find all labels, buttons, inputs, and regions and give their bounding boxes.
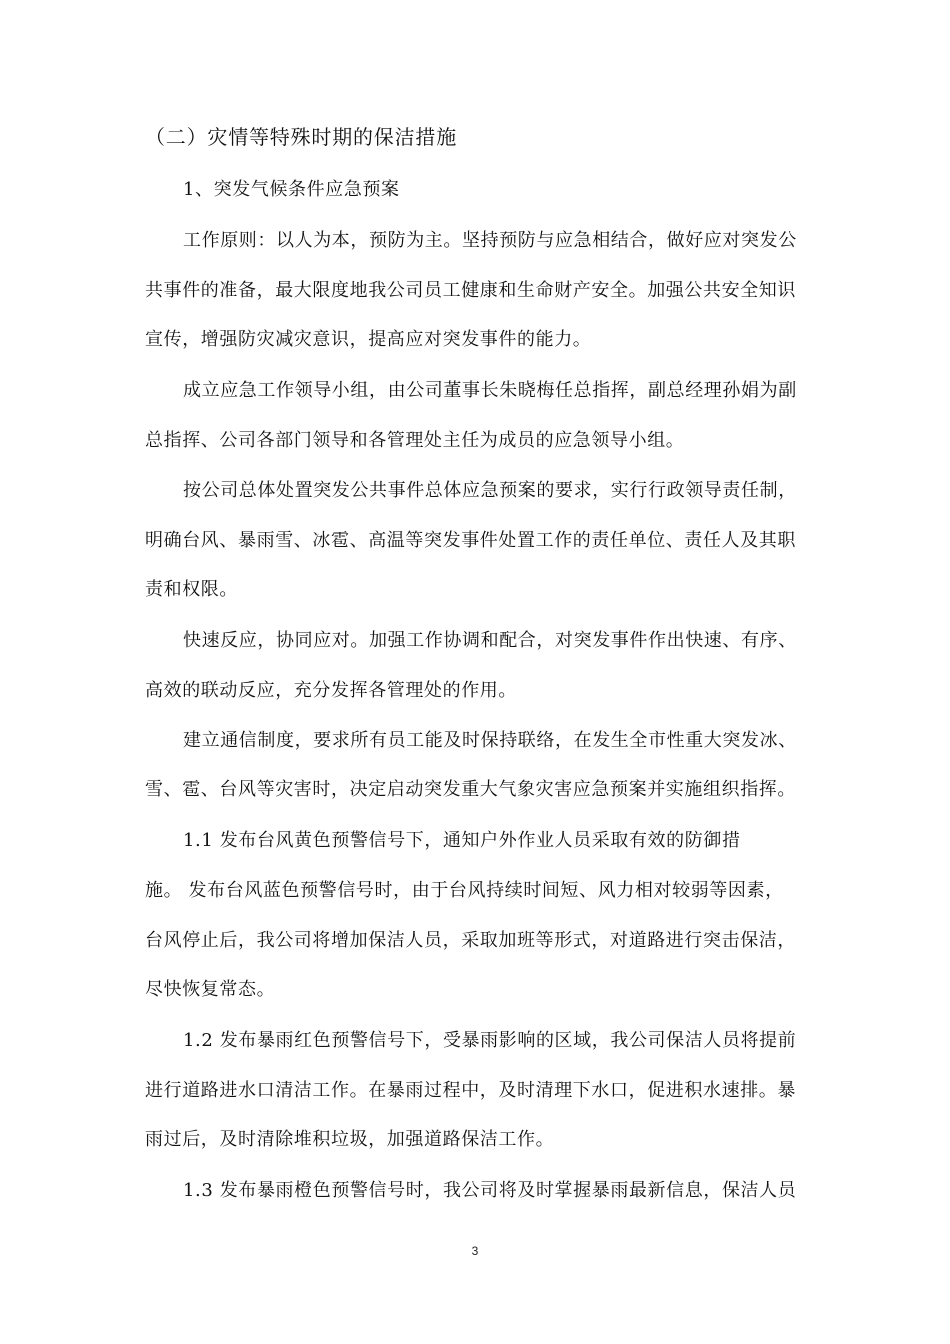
paragraph-line: 快速反应，协同应对。加强工作协调和配合，对突发事件作出快速、有序、 [183,630,797,651]
paragraph-line: 台风停止后，我公司将增加保洁人员，采取加班等形式，对道路进行突击保洁， [145,930,796,951]
paragraph-line: 共事件的准备，最大限度地我公司员工健康和生命财产安全。加强公共安全知识 [145,280,796,301]
page-number: 3 [471,1244,479,1258]
paragraph-line: 1.3 发布暴雨橙色预警信号时，我公司将及时掌握暴雨最新信息，保洁人员 [183,1180,797,1201]
paragraph-line: 雪、雹、台风等灾害时，决定启动突发重大气象灾害应急预案并实施组织指挥。 [145,779,796,800]
paragraph-line: 明确台风、暴雨雪、冰雹、高温等突发事件处置工作的责任单位、责任人及其职 [145,530,796,551]
paragraph-line: 施。 发布台风蓝色预警信号时，由于台风持续时间短、风力相对较弱等因素， [145,880,784,901]
paragraph-line: 1.2 发布暴雨红色预警信号下，受暴雨影响的区域，我公司保洁人员将提前 [183,1030,797,1051]
subsection-heading: 1、突发气候条件应急预案 [183,179,400,200]
paragraph-line: 成立应急工作领导小组，由公司董事长朱晓梅任总指挥，副总经理孙娟为副 [183,380,797,401]
paragraph-line: 工作原则：以人为本，预防为主。坚持预防与应急相结合，做好应对突发公 [183,230,797,251]
paragraph-line: 建立通信制度，要求所有员工能及时保持联络，在发生全市性重大突发冰、 [183,730,797,751]
paragraph-line: 责和权限。 [145,579,238,600]
paragraph-line: 宣传，增强防灾减灾意识，提高应对突发事件的能力。 [145,329,592,350]
paragraph-line: 1.1 发布台风黄色预警信号下，通知户外作业人员采取有效的防御措 [183,830,741,851]
paragraph-line: 按公司总体处置突发公共事件总体应急预案的要求，实行行政领导责任制， [183,480,797,501]
paragraph-line: 进行道路进水口清洁工作。在暴雨过程中，及时清理下水口，促进积水速排。暴 [145,1080,796,1101]
paragraph-line: 尽快恢复常态。 [145,979,276,1000]
section-heading: （二）灾情等特殊时期的保洁措施 [145,125,457,149]
paragraph-line: 高效的联动反应，充分发挥各管理处的作用。 [145,680,517,701]
paragraph-line: 雨过后，及时清除堆积垃圾，加强道路保洁工作。 [145,1129,555,1150]
paragraph-line: 总指挥、公司各部门领导和各管理处主任为成员的应急领导小组。 [145,430,685,451]
